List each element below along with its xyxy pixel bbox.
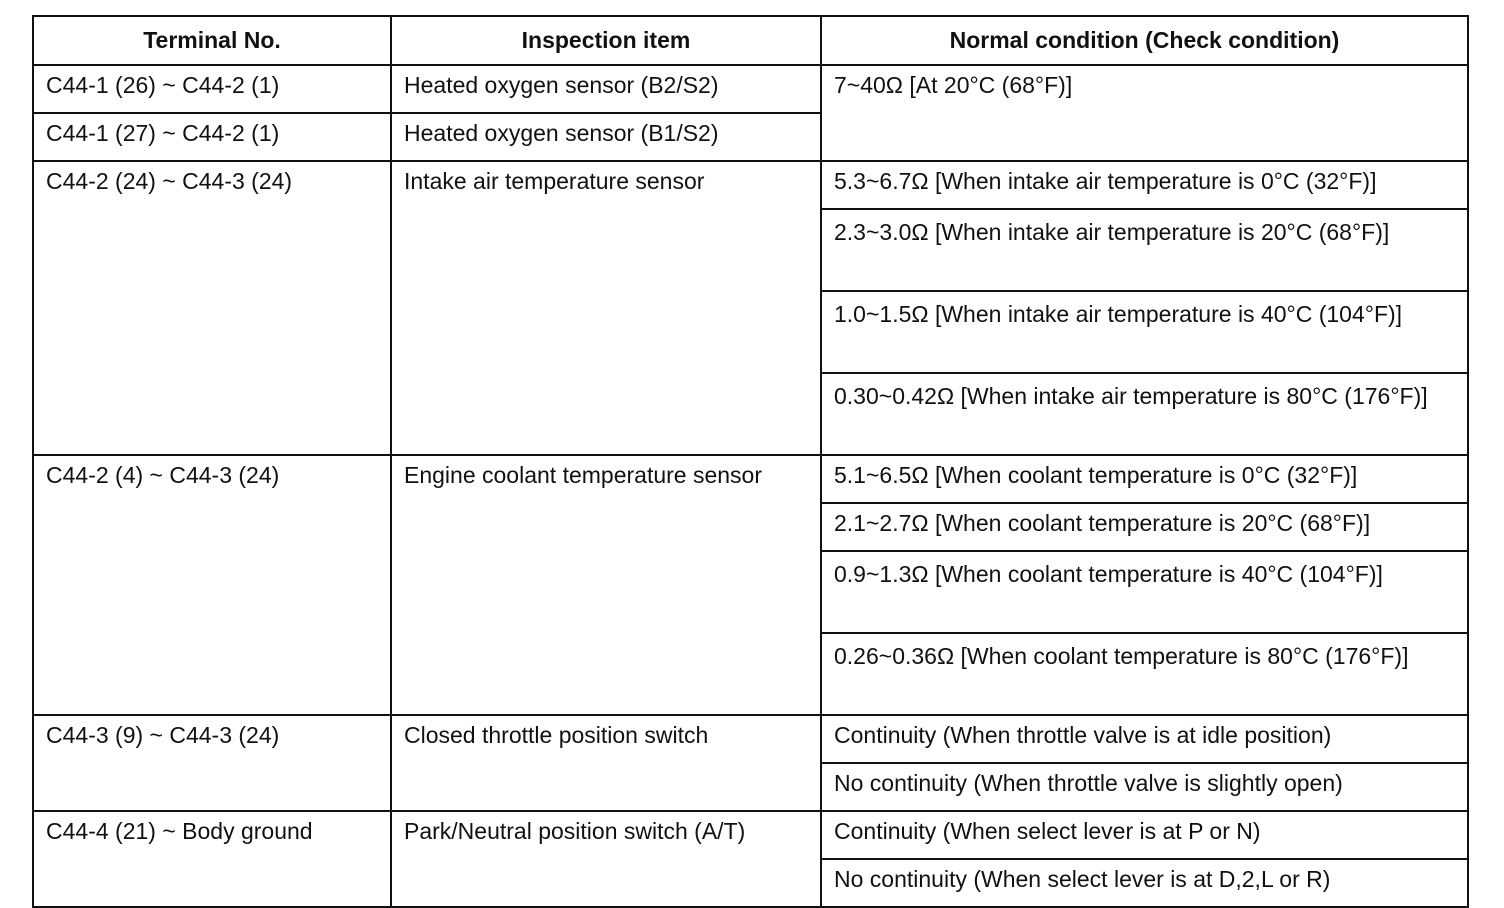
terminal-cell: C44-1 (26) ~ C44-2 (1): [33, 65, 391, 113]
condition-cell: 5.1~6.5Ω [When coolant temperature is 0°C (32°F)]: [821, 455, 1468, 503]
table-row: [33, 161, 1468, 209]
condition-cell: 2.3~3.0Ω [When intake air temperature is 20°C (68°F)]: [821, 209, 1468, 291]
inspection-item-cell: Heated oxygen sensor (B2/S2): [391, 65, 821, 113]
terminal-cell: C44-3 (9) ~ C44-3 (24): [33, 715, 391, 811]
condition-cell: 0.9~1.3Ω [When coolant temperature is 40°C (104°F)]: [821, 551, 1468, 633]
condition-cell: 5.3~6.7Ω [When intake air temperature is 0°C (32°F)]: [821, 161, 1468, 209]
condition-cell: No continuity (When select lever is at D,2,L or R): [821, 859, 1468, 907]
inspection-spec-table: [32, 15, 1469, 908]
table-row: [33, 65, 1468, 113]
condition-cell: Continuity (When throttle valve is at idle position): [821, 715, 1468, 763]
condition-cell: 7~40Ω [At 20°C (68°F)]: [821, 65, 1468, 161]
condition-cell: 0.26~0.36Ω [When coolant temperature is 80°C (176°F)]: [821, 633, 1468, 715]
table-row: [33, 811, 1468, 859]
header-normal-condition: Normal condition (Check condition): [821, 16, 1468, 65]
header-inspection-item: Inspection item: [391, 16, 821, 65]
inspection-item-cell: Park/Neutral position switch (A/T): [391, 811, 821, 907]
condition-cell: 2.1~2.7Ω [When coolant temperature is 20°C (68°F)]: [821, 503, 1468, 551]
condition-cell: No continuity (When throttle valve is slightly open): [821, 763, 1468, 811]
terminal-cell: C44-2 (24) ~ C44-3 (24): [33, 161, 391, 455]
condition-cell: 1.0~1.5Ω [When intake air temperature is 40°C (104°F)]: [821, 291, 1468, 373]
header-terminal-no: Terminal No.: [33, 16, 391, 65]
terminal-cell: C44-1 (27) ~ C44-2 (1): [33, 113, 391, 161]
inspection-item-cell: Intake air temperature sensor: [391, 161, 821, 455]
header-row: [33, 16, 1468, 65]
condition-cell: Continuity (When select lever is at P or N): [821, 811, 1468, 859]
terminal-cell: C44-2 (4) ~ C44-3 (24): [33, 455, 391, 715]
table-row: [33, 715, 1468, 763]
inspection-item-cell: Heated oxygen sensor (B1/S2): [391, 113, 821, 161]
inspection-item-cell: Closed throttle position switch: [391, 715, 821, 811]
table-row: [33, 455, 1468, 503]
terminal-cell: C44-4 (21) ~ Body ground: [33, 811, 391, 907]
inspection-item-cell: Engine coolant temperature sensor: [391, 455, 821, 715]
condition-cell: 0.30~0.42Ω [When intake air temperature is 80°C (176°F)]: [821, 373, 1468, 455]
